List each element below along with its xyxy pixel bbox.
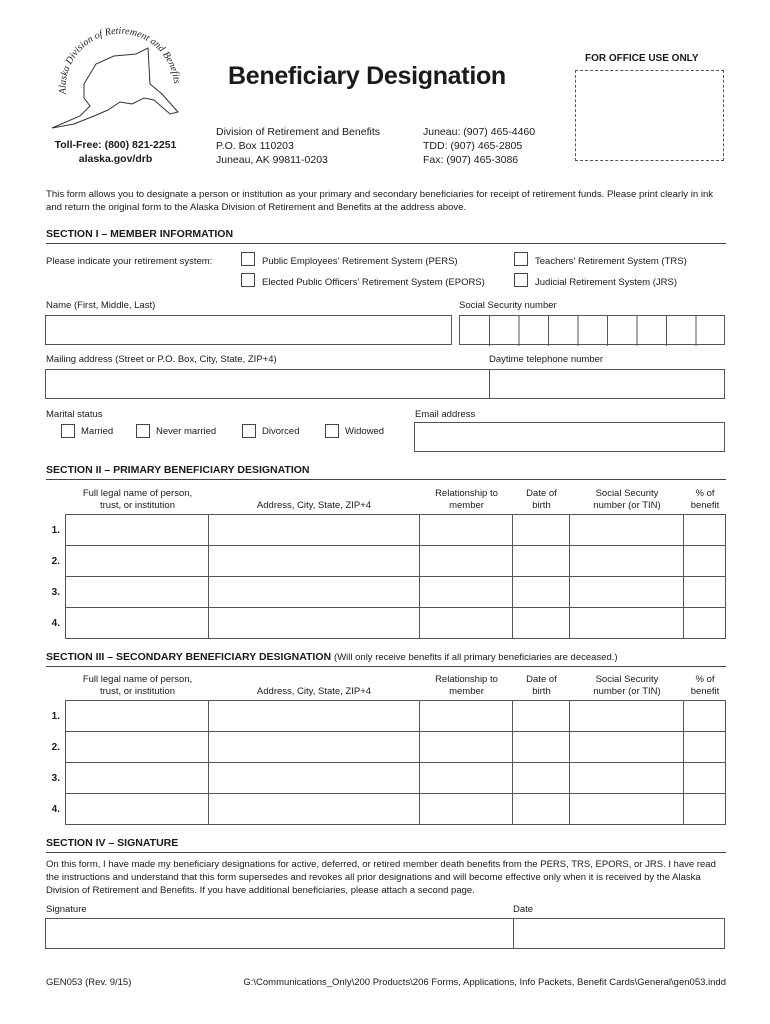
- table-row: [66, 546, 726, 577]
- row-number: 2.: [51, 742, 60, 753]
- cell-ssn[interactable]: [570, 732, 684, 763]
- toll-free-number: Toll-Free: (800) 821-2251: [54, 139, 177, 151]
- signature-date-field[interactable]: [45, 918, 725, 949]
- cell-address[interactable]: [208, 763, 420, 794]
- secondary-beneficiary-table: [65, 700, 726, 825]
- form-id: GEN053 (Rev. 9/15): [46, 977, 132, 988]
- section2-title: SECTION II – PRIMARY BENEFICIARY DESIGNATION: [46, 464, 310, 476]
- row-number: 1.: [51, 711, 60, 722]
- cell-relationship[interactable]: [420, 794, 513, 825]
- col-address-header: Address, City, State, ZIP+4: [256, 686, 372, 697]
- never-married-checkbox[interactable]: [136, 424, 150, 438]
- address-line: P.O. Box 110203: [216, 140, 294, 152]
- system-prompt: Please indicate your retirement system:: [46, 256, 213, 267]
- section3-rule: [46, 666, 726, 667]
- cell-name[interactable]: [66, 546, 209, 577]
- phone-line: TDD: (907) 465-2805: [423, 140, 523, 152]
- cell-dob[interactable]: [513, 515, 570, 546]
- cell-address[interactable]: [208, 608, 420, 639]
- col-address-header: Address, City, State, ZIP+4: [256, 500, 372, 511]
- svg-text:Alaska Division of Retirement: [58, 26, 183, 96]
- phone-line: Fax: (907) 465-3086: [423, 154, 519, 166]
- cell-name[interactable]: [66, 701, 209, 732]
- file-path: G:\Communications_Only\200 Products\206 Forms, Applications, Info Packets, Benefit Cards\General\gen053.indd: [243, 977, 726, 988]
- row-number: 1.: [51, 525, 60, 536]
- section3-note: (Will only receive benefits if all primary beneficiaries are deceased.): [334, 652, 618, 663]
- division-logo: [44, 24, 194, 132]
- col-ssn-header: Social Security number (or TIN): [593, 488, 661, 511]
- cell-name[interactable]: [66, 794, 209, 825]
- email-label: Email address: [415, 409, 476, 420]
- cell-percent[interactable]: [684, 546, 726, 577]
- section4-rule: [46, 852, 726, 853]
- intro-text: This form allows you to designate a person or institution as your primary and secondary beneficiaries for receipt of retirement funds. Please print clearly in ink and return the original form to the Alaska Division of Retirement and Benefits at the address above.: [46, 189, 714, 213]
- trs-checkbox[interactable]: [514, 252, 528, 266]
- cell-percent[interactable]: [684, 763, 726, 794]
- epors-label: Elected Public Officers' Retirement System (EPORS): [262, 277, 485, 288]
- row-number: 3.: [51, 587, 60, 598]
- phone-label: Daytime telephone number: [489, 354, 604, 365]
- table-row: [66, 794, 726, 825]
- name-label: Name (First, Middle, Last): [46, 300, 156, 311]
- widowed-checkbox[interactable]: [325, 424, 339, 438]
- col-percent-header: % of benefit: [690, 674, 720, 697]
- cell-address[interactable]: [208, 515, 420, 546]
- divorced-label: Divorced: [262, 426, 300, 437]
- jrs-checkbox[interactable]: [514, 273, 528, 287]
- section1-rule: [46, 243, 726, 244]
- signature-label: Signature: [46, 904, 87, 915]
- logo-text: Alaska Division of Retirement and Benefits: [57, 25, 183, 95]
- cell-name[interactable]: [66, 608, 209, 639]
- ssn-field[interactable]: [459, 315, 725, 345]
- row-number: 4.: [51, 804, 60, 815]
- page-title: Beneficiary Designation: [228, 62, 506, 90]
- email-field[interactable]: [414, 422, 725, 452]
- table-row: [66, 515, 726, 546]
- cell-relationship[interactable]: [420, 608, 513, 639]
- table-row: [66, 763, 726, 794]
- col-relationship-header: Relationship to member: [435, 674, 498, 697]
- col-dob-header: Date of birth: [526, 488, 557, 511]
- cell-name[interactable]: [66, 763, 209, 794]
- never-married-label: Never married: [156, 426, 217, 437]
- section1-title: SECTION I – MEMBER INFORMATION: [46, 228, 234, 240]
- cell-dob[interactable]: [513, 763, 570, 794]
- cell-name[interactable]: [66, 732, 209, 763]
- cell-address[interactable]: [208, 546, 420, 577]
- marital-label: Marital status: [46, 409, 103, 420]
- col-percent-header: % of benefit: [690, 488, 720, 511]
- section3-heading: [46, 651, 618, 663]
- cell-percent[interactable]: [684, 794, 726, 825]
- pers-checkbox[interactable]: [241, 252, 255, 266]
- married-checkbox[interactable]: [61, 424, 75, 438]
- cell-address[interactable]: [208, 794, 420, 825]
- mailing-phone-field[interactable]: [45, 369, 725, 399]
- cell-dob[interactable]: [513, 577, 570, 608]
- field-divider: [489, 370, 490, 398]
- office-use-label: FOR OFFICE USE ONLY: [585, 53, 699, 64]
- table-row: [66, 732, 726, 763]
- cell-relationship[interactable]: [420, 763, 513, 794]
- office-use-box: [575, 70, 724, 161]
- cell-address[interactable]: [208, 701, 420, 732]
- cell-dob[interactable]: [513, 701, 570, 732]
- cell-relationship[interactable]: [420, 732, 513, 763]
- section4-title: SECTION IV – SIGNATURE: [46, 837, 179, 849]
- col-name-header: Full legal name of person, trust, or institution: [82, 488, 193, 511]
- row-number: 4.: [51, 618, 60, 629]
- table-row: [66, 701, 726, 732]
- trs-label: Teachers' Retirement System (TRS): [535, 256, 687, 267]
- section2-rule: [46, 479, 726, 480]
- cell-name[interactable]: [66, 515, 209, 546]
- field-divider: [513, 919, 514, 948]
- col-dob-header: Date of birth: [526, 674, 557, 697]
- cell-name[interactable]: [66, 577, 209, 608]
- cell-relationship[interactable]: [420, 515, 513, 546]
- cell-dob[interactable]: [513, 794, 570, 825]
- cell-dob[interactable]: [513, 732, 570, 763]
- cell-relationship[interactable]: [420, 577, 513, 608]
- col-name-header: Full legal name of person, trust, or institution: [82, 674, 193, 697]
- cell-ssn[interactable]: [570, 515, 684, 546]
- phone-line: Juneau: (907) 465-4460: [423, 126, 536, 138]
- row-number: 2.: [51, 556, 60, 567]
- table-row: [66, 577, 726, 608]
- cell-percent[interactable]: [684, 577, 726, 608]
- cell-ssn[interactable]: [570, 608, 684, 639]
- date-label: Date: [513, 904, 534, 915]
- cell-ssn[interactable]: [570, 546, 684, 577]
- name-field[interactable]: [45, 315, 452, 345]
- divorced-checkbox[interactable]: [242, 424, 256, 438]
- address-line: Division of Retirement and Benefits: [216, 126, 380, 138]
- section3-title: SECTION III – SECONDARY BENEFICIARY DESIGNATION: [46, 651, 332, 663]
- cell-ssn[interactable]: [570, 701, 684, 732]
- cell-percent[interactable]: [684, 515, 726, 546]
- cell-relationship[interactable]: [420, 546, 513, 577]
- col-ssn-header: Social Security number (or TIN): [593, 674, 661, 697]
- married-label: Married: [81, 426, 114, 437]
- website-link[interactable]: alaska.gov/drb: [78, 153, 153, 165]
- cell-ssn[interactable]: [570, 577, 684, 608]
- contact-block: [48, 138, 183, 166]
- widowed-label: Widowed: [345, 426, 385, 437]
- mailing-label: Mailing address (Street or P.O. Box, City, State, ZIP+4): [46, 354, 277, 365]
- table-row: [66, 608, 726, 639]
- cell-address[interactable]: [208, 732, 420, 763]
- phone-block: [423, 125, 535, 167]
- row-number: 3.: [51, 773, 60, 784]
- signature-statement: On this form, I have made my beneficiary designations for active, deferred, or retired member death benefits from the PERS, TRS, EPORS, or JRS. I have read the instructions and understand that this form supersedes and revokes all prior designations and will become effective only when it is received by the Alaska Division of Retirement and Benefits. If you have additional beneficiaries, please attach a second page.: [46, 859, 716, 896]
- cell-ssn[interactable]: [570, 794, 684, 825]
- mailing-address: [216, 125, 380, 167]
- address-line: Juneau, AK 99811-0203: [216, 154, 328, 166]
- cell-address[interactable]: [208, 577, 420, 608]
- cell-dob[interactable]: [513, 546, 570, 577]
- jrs-label: Judicial Retirement System (JRS): [535, 277, 678, 288]
- cell-percent[interactable]: [684, 608, 726, 639]
- cell-percent[interactable]: [684, 701, 726, 732]
- cell-dob[interactable]: [513, 608, 570, 639]
- cell-relationship[interactable]: [420, 701, 513, 732]
- col-relationship-header: Relationship to member: [435, 488, 498, 511]
- ssn-label: Social Security number: [459, 300, 557, 311]
- pers-label: Public Employees' Retirement System (PERS): [262, 256, 458, 267]
- cell-ssn[interactable]: [570, 763, 684, 794]
- epors-checkbox[interactable]: [241, 273, 255, 287]
- primary-beneficiary-table: [65, 514, 726, 639]
- cell-percent[interactable]: [684, 732, 726, 763]
